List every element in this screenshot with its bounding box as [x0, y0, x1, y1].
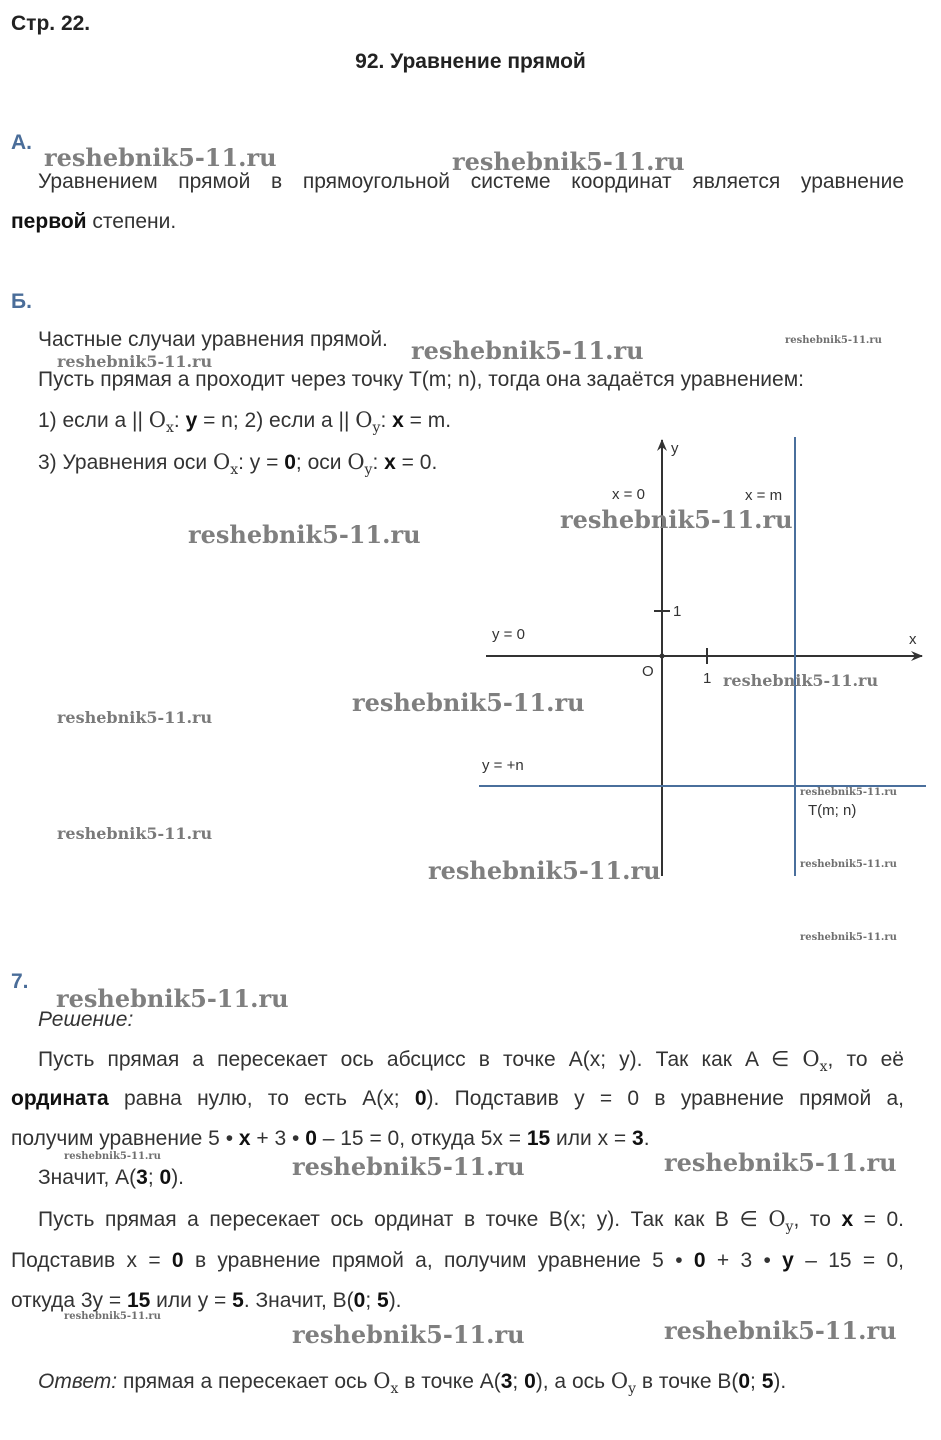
watermark: reshebnik5-11.ru	[452, 147, 685, 176]
y-axis-label: y	[671, 440, 679, 457]
watermark: reshebnik5-11.ru	[664, 1316, 897, 1345]
section-b-line3: 1) если a || $O_x$: y = n; 2) если a || $O_y$: x = m.	[38, 408, 452, 436]
watermark: reshebnik5-11.ru	[723, 671, 879, 690]
solution-p1-line2: ордината равна нулю, то есть A(x; 0). Подставив y = 0 в уравнение прямой a,	[11, 1087, 905, 1110]
section-title: 92. Уравнение прямой	[355, 50, 586, 73]
watermark: reshebnik5-11.ru	[292, 1152, 525, 1181]
watermark: reshebnik5-11.ru	[428, 856, 661, 885]
label-y-equals-n: y = +n	[482, 757, 524, 774]
label-x-equals-0: x = 0	[612, 486, 645, 503]
watermark: reshebnik5-11.ru	[44, 143, 277, 172]
watermark: reshebnik5-11.ru	[664, 1148, 897, 1177]
watermark: reshebnik5-11.ru	[188, 520, 421, 549]
section-b-line2: Пусть прямая a проходит через точку T(m; n), тогда она задаётся уравнением:	[38, 368, 804, 391]
section-a-line1: Уравнением прямой в прямоугольной системе координат является уравнение	[38, 170, 904, 193]
watermark: reshebnik5-11.ru	[800, 787, 897, 798]
section-b-letter: Б.	[11, 290, 32, 313]
watermark: reshebnik5-11.ru	[57, 708, 213, 727]
section-b-line4: 3) Уравнения оси $O_x$: y = 0; оси $O_y$: x = 0.	[38, 450, 438, 478]
label-y-equals-0: y = 0	[492, 626, 525, 643]
section-a-line2: первой степени.	[11, 210, 177, 233]
watermark: reshebnik5-11.ru	[64, 1151, 161, 1162]
watermark: reshebnik5-11.ru	[57, 824, 213, 843]
solution-p2-line1: Пусть прямая a пересекает ось ординат в точке B(x; y). Так как B ∈ $O_y$, то x = 0.	[38, 1207, 904, 1235]
page-label: Стр. 22.	[11, 12, 91, 35]
watermark: reshebnik5-11.ru	[785, 335, 882, 346]
watermark: reshebnik5-11.ru	[411, 336, 644, 365]
solution-p2-line3: откуда 3y = 15 или y = 5. Значит, B(0; 5).	[11, 1289, 402, 1312]
origin-point	[660, 654, 665, 659]
solution-p1-line4: Значит, A(3; 0).	[38, 1166, 185, 1189]
task-7-number: 7.	[11, 970, 29, 993]
watermark: reshebnik5-11.ru	[57, 352, 213, 371]
watermark: reshebnik5-11.ru	[800, 859, 897, 870]
section-b-line1: Частные случаи уравнения прямой.	[38, 328, 388, 351]
watermark: reshebnik5-11.ru	[800, 932, 897, 943]
section-a-letter: А.	[11, 131, 32, 154]
solution-p1-line1: Пусть прямая a пересекает ось абсцисс в точке A(x; y). Так как A ∈ $O_x$, то её	[38, 1047, 904, 1075]
point-t-label: T(m; n)	[808, 802, 857, 819]
y-tick-label: 1	[673, 603, 682, 620]
solution-p2-line2: Подставив x = 0 в уравнение прямой a, получим уравнение 5 • 0 + 3 • y – 15 = 0,	[11, 1249, 904, 1272]
solution-p1-line3: получим уравнение 5 • x + 3 • 0 – 15 = 0, откуда 5x = 15 или x = 3.	[11, 1127, 650, 1150]
watermark: reshebnik5-11.ru	[560, 505, 793, 534]
watermark: reshebnik5-11.ru	[352, 688, 585, 717]
watermark: reshebnik5-11.ru	[56, 984, 289, 1013]
watermark: reshebnik5-11.ru	[64, 1311, 161, 1322]
x-axis-label: x	[909, 631, 917, 648]
solution-label: Решение:	[38, 1008, 134, 1031]
answer-line: Ответ: прямая a пересекает ось $O_x$ в точке A(3; 0), а ось $O_y$ в точке B(0; 5).	[38, 1369, 787, 1397]
watermark: reshebnik5-11.ru	[292, 1320, 525, 1349]
label-x-equals-m: x = m	[745, 487, 783, 504]
origin-label: O	[642, 663, 654, 680]
x-tick-label: 1	[703, 670, 712, 687]
